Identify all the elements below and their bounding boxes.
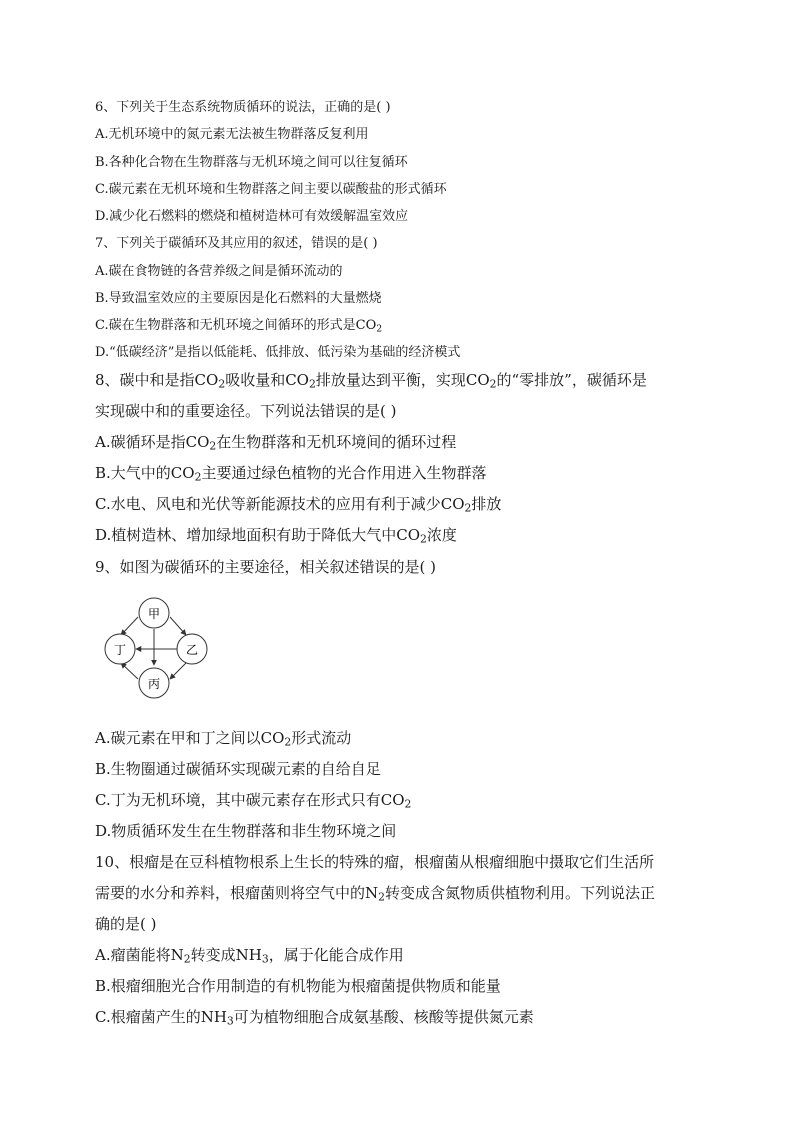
q9-stem: 9、如图为碳循环的主要途径，相关叙述错误的是( ) bbox=[95, 558, 437, 576]
q8-option-d: D.植树造林、增加绿地面积有助于降低大气中$CO_2$浓度 bbox=[95, 526, 457, 546]
label-ding: 丁 bbox=[113, 643, 127, 657]
arrow-top-to-left bbox=[121, 617, 138, 635]
q9-option-d: D.物质循环发生在生物群落和非生物环境之间 bbox=[95, 822, 397, 840]
q6-option-d: D.减少化石燃料的燃烧和植树造林可有效缓解温室效应 bbox=[95, 209, 409, 224]
q10-stem-line-1: 10、根瘤是在豆科植物根系上生长的特殊的瘤，根瘤菌从根瘤细胞中摄取它们生活所 bbox=[95, 853, 655, 871]
q7-option-d: D.“低碳经济”是指以低能耗、低排放、低污染为基础的经济模式 bbox=[95, 345, 461, 360]
q6-option-b: B.各种化合物在生物群落与无机环境之间可以往复循环 bbox=[95, 155, 408, 170]
q8-stem-line-2: 实现碳中和的重要途径。下列说法错误的是( ) bbox=[95, 402, 397, 420]
q9-option-b: B.生物圈通过碳循环实现碳元素的自给自足 bbox=[95, 760, 381, 778]
arrow-bottom-to-left bbox=[121, 663, 138, 679]
arrow-top-to-right bbox=[170, 617, 186, 635]
arrow-right-to-bottom bbox=[170, 663, 186, 679]
q7-option-c: C.碳在生物群落和无机环境之间循环的形式是$CO_2$ bbox=[95, 318, 383, 335]
label-bing: 丙 bbox=[147, 677, 161, 691]
q8-option-a: A.碳循环是指$CO_2$在生物群落和无机环境间的循环过程 bbox=[95, 433, 457, 453]
q9-option-a: A.碳元素在甲和丁之间以$CO_2$形式流动 bbox=[95, 729, 352, 749]
q8-option-b: B.大气中的$CO_2$主要通过绿色植物的光合作用进入生物群落 bbox=[95, 464, 487, 484]
q6-stem: 6、下列关于生态系统物质循环的说法，正确的是( ) bbox=[95, 100, 391, 115]
label-jia: 甲 bbox=[147, 607, 161, 621]
q10-stem-line-2: 需要的水分和养料，根瘤菌则将空气中的$N_2$转变成含氮物质供植物利用。下列说法正 bbox=[95, 884, 656, 904]
q6-option-c: C.碳元素在无机环境和生物群落之间主要以碳酸盐的形式循环 bbox=[95, 182, 447, 197]
q7-stem: 7、下列关于碳循环及其应用的叙述，错误的是( ) bbox=[95, 236, 378, 251]
q9-option-c: C.丁为无机环境，其中碳元素存在形式只有$CO_2$ bbox=[95, 791, 412, 811]
q7-option-a: A.碳在食物链的各营养级之间是循环流动的 bbox=[95, 264, 343, 279]
q8-option-c: C.水电、风电和光伏等新能源技术的应用有利于减少$CO_2$排放 bbox=[95, 495, 502, 515]
carbon-cycle-diagram bbox=[100, 597, 210, 702]
q10-stem-line-3: 确的是( ) bbox=[95, 915, 157, 933]
q7-option-b: B.导致温室效应的主要原因是化石燃料的大量燃烧 bbox=[95, 291, 382, 306]
q10-option-a: A.瘤菌能将$N_2$转变成$NH_3$，属于化能合成作用 bbox=[95, 946, 404, 966]
q8-stem-line-1: 8、碳中和是指$CO_2$吸收量和$CO_2$排放量达到平衡，实现$CO_2$的“零排放”，碳循环是 bbox=[95, 371, 647, 391]
q6-option-a: A.无机环境中的氮元素无法被生物群落反复利用 bbox=[95, 127, 369, 142]
label-yi: 乙 bbox=[185, 643, 199, 657]
q10-option-c: C.根瘤菌产生的$NH_3$可为植物细胞合成氨基酸、核酸等提供氮元素 bbox=[95, 1008, 534, 1028]
q10-option-b: B.根瘤细胞光合作用制造的有机物能为根瘤菌提供物质和能量 bbox=[95, 977, 501, 995]
